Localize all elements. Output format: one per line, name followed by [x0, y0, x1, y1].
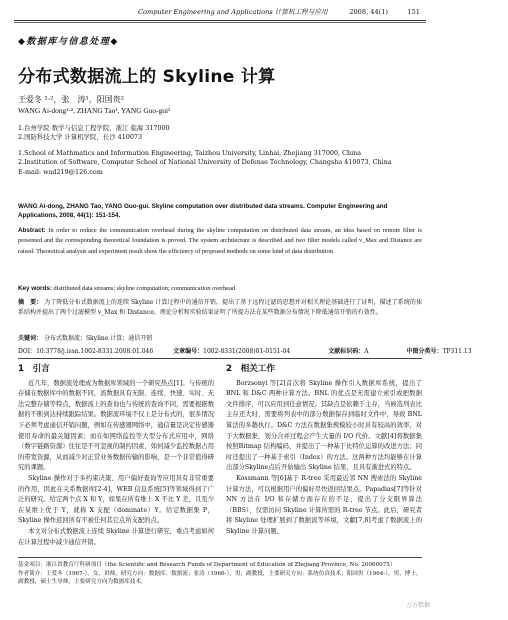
english-citation: WANG Ai-dong, ZHANG Tao, YANG Guo-gui. Skyline computation over distributed data streams. Computer Engineering and Applications, 2008, 44(1): 151-154.: [18, 203, 388, 219]
cn-abstract-text: 为了降低分布式数据流上的连续 Skyline 计算过程中的通信开销，提出了基于远程过滤的思想并对相关理论基础进行了证明，描述了系统的体系结构并提出了两个过滤模型 v_Max 和 Distance。理论分析和实验结果证明了所提方法在某些数据分布情况下降低通信开销的有效性。: [18, 299, 422, 317]
body-paragraph: Kossmann 等[6]基于 R-tree 采用最近邻 NN 搜索法的 Skyline 计算方法，可以根据用户的偏好尽快返回结果点。Papadias[7]等针对 NN 方法在 I/O 和存储方面存在的不足，提出了分支限界算法（BBS），仅需访问 Skyline 计算所需的 R-tree 节点。此后，研究者将 Skyline 处理扩展到了数据流等环境，文献[7,8]考虑了数据流上的 Skyline 计算问题。: [226, 474, 422, 535]
right-column: [226, 364, 422, 538]
clc-number: 中图分类号：TP311.13: [406, 348, 472, 355]
affiliation-line: 2.国防科技大学 计算机学院，长沙 410073: [18, 133, 143, 142]
affiliation-line: 2.Institution of Software, Computer School of National University of Defense Technology, Changsha 410073, China: [18, 158, 392, 167]
body-paragraph: Skyline 操作对于多约束决策、用户偏好查询等应用具有非常重要的作用，因此在关系数据库[2-4]、WEB 信息系统[5]等领域得到了广泛的研究。给定两个点 X 和 Y，如果在所有维上 X 不比 Y 差，且至少在某维上优于 Y，就称 X 支配（dominate）Y。给定数据集 P，Skyline 操作返回所有不被任何其它点所支配的点。: [18, 474, 214, 525]
article-title: 分布式数据流上的 Skyline 计算: [18, 67, 276, 87]
keywords-label: Key words:: [18, 285, 52, 292]
english-keywords: [18, 284, 422, 293]
abstract-divider: [18, 358, 422, 359]
cn-abstract-label: 摘 要：: [18, 299, 43, 306]
related-work-heading: 2 相关工作: [226, 364, 275, 374]
journal-name: Computer Engineering and Applications 计算机工程与应用: [138, 8, 328, 16]
section-label: ◆数据库与信息处理◆: [18, 37, 119, 47]
document-code: 文献标识码：A: [328, 348, 369, 355]
author-email: E-mail: wad219@126.com: [18, 167, 103, 176]
chinese-abstract: [18, 298, 422, 318]
affiliation-line: 1.School of Mathmatics and Information Engineering, Taizhou University, Linhai, Zhejiang 317000, China: [18, 148, 362, 157]
header-rule-thin: [14, 22, 426, 23]
funding-note: 基金项目：浙江省教育厅科研项目（the Scientific and Research Funds of Department of Education of Zhejiang Province, No. 20060075）: [18, 562, 396, 568]
body-paragraph: 本文对分布式数据流上连续 Skyline 计算进行研究，重点考虑如何在计算过程中减少通信开销。: [18, 527, 214, 546]
cn-keywords-text: 分布式数据流；Skyline 计算；通信开销: [43, 335, 153, 342]
keywords-text: distributed data streams; skyline computation; communication overhead: [53, 285, 236, 292]
authors-chinese: 王爱冬 ¹·²，张 涛¹，阳国贵²: [18, 95, 124, 104]
abstract-label: Abstract:: [18, 227, 46, 234]
footnotes: [18, 557, 422, 587]
author-bio-note: 作者简介：王爱冬（1967-），女，讲师，研究方向：数据库、数据流；张涛（1966-），男，副教授，主要研究方向：系统仿真技术；阳国贵（1964-），男，博士，副教授，硕士生导师，主要研究方向为数据库技术。: [18, 570, 422, 586]
article-number: 文章编号：1002-8331(2008)01-0151-04: [173, 348, 291, 355]
issue-label: 2008, 44(1): [349, 8, 388, 16]
watermark: 万方数据: [405, 602, 430, 609]
body-paragraph: 近几年，数据流处理成为数据库领域的一个研究热点[1]。与传统的存储在数据库中的数据不同，流数据具有无限、连续、快速、实时、无法完整存储等特点，数据流上的查询也与传统的查询不同，需要根据数据的不断到达持续跟踪结果。数据流环境不仅上是分布式的，很多情况下必须考虑通信开销问题，例如在传感器网络中，通信量是决定传感器使用寿命的最关键因素；而在如网络监控等大型分布式应用中，网络（数字链路资源）往往是不可忽视的制约因素，如何减少监控数据占用的带宽资源，从而减少对正常业务数据传输的影响，是一个非常值得研究的课题。: [18, 379, 214, 472]
running-head: [14, 4, 426, 20]
body-paragraph: Borzsonyi 等[2]首次将 Skyline 操作引入数据库系统，提出了 BNL 和 D&C 两种计算方法。BNL 的优点是无需建立索引或把数据文件排序，可以应用到任意情况；其缺点是依赖于主存，当候选列表比主存还大时，需要将列表中的部分数据保存到临时文件中，导致 BNL 算法的多趟执行。D&C 方法在数据集规模较小时具有较高的效率，对于大数据集，划分合并过程会产生大量的 I/O 代价。文献[4]将数据集按照Bitmap 结构编码，并提出了一种基于比特位运算的改进方法；同时还提出了一种基于索引（Index）的方法。这两种方法均能够在计算出部分Skyline点后开始输出 Skyline 结果，且具有渐进式的特点。: [226, 379, 422, 472]
page-number: 151: [407, 8, 420, 16]
affiliations: [18, 124, 418, 177]
intro-heading: 1 引言: [18, 364, 50, 374]
affiliation-line: 1.台州学院 数学与信息工程学院，浙江 临海 317000: [18, 124, 170, 132]
cn-keywords-label: 关键词：: [18, 335, 43, 342]
header-rule: [14, 20, 426, 21]
doi: DOI：10.3778/j.issn.1002-8331.2008.01.046: [18, 348, 154, 355]
english-abstract: [18, 226, 422, 257]
left-column: [18, 364, 214, 548]
authors-english: WANG Ai-dong¹·², ZHANG Tao¹, YANG Guo-gui²: [18, 106, 171, 115]
chinese-keywords: [18, 333, 422, 342]
classification-row: [18, 346, 472, 355]
abstract-text: In order to reduce the communication overhead during the skyline computation on distributed data stream, an idea based on remote filter is presented and the corresponding theoretical foundation is proved. The system architecture is described and two filter models called v_Max and Distance are raised. Theoretical analysis and experiment result show the efficiency of proposed methods on some kind of data distribution.: [18, 227, 422, 255]
